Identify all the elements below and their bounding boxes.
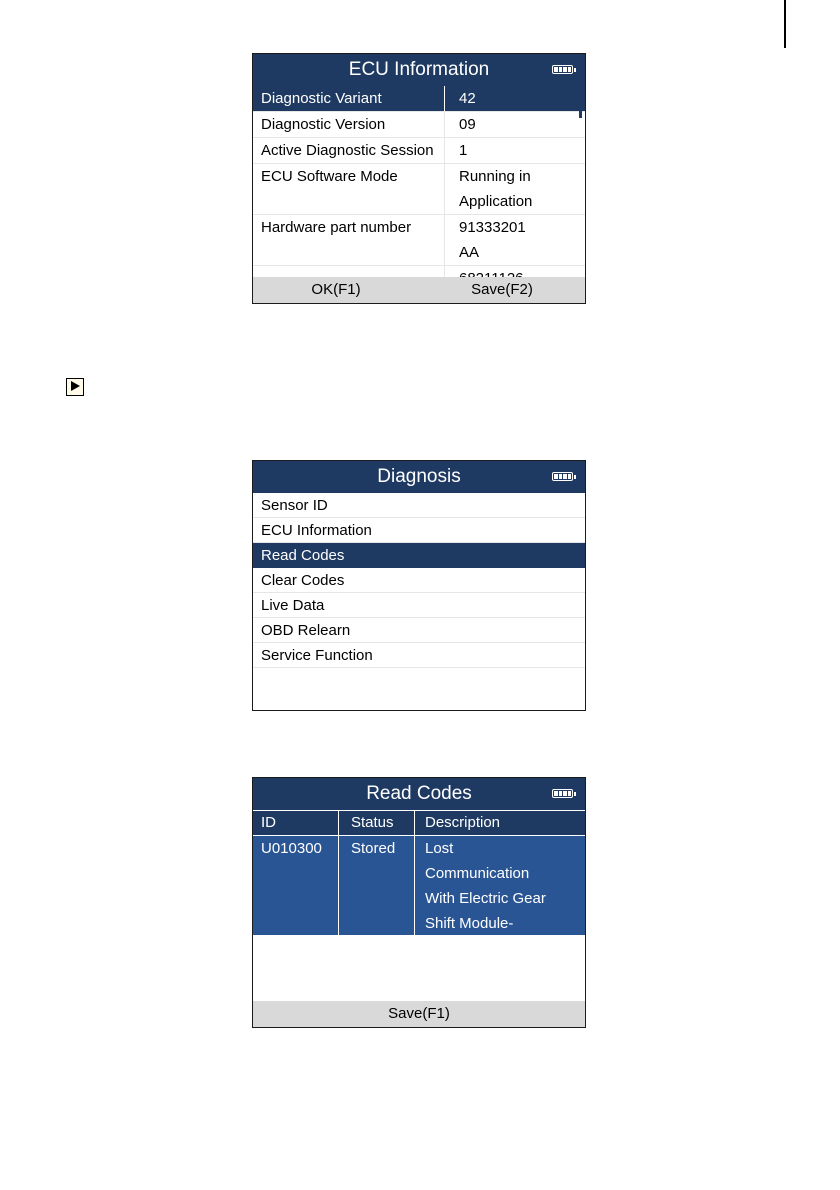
menu-item-read-codes[interactable]: Read Codes — [253, 543, 585, 568]
ecu-label: ECU Software Mode — [253, 164, 445, 189]
code-description — [415, 836, 585, 935]
menu-item-clear-codes[interactable]: Clear Codes — [253, 568, 585, 593]
column-header-status: Status — [339, 811, 415, 835]
save-button[interactable]: Save(F1) — [388, 1005, 450, 1022]
diagnosis-screen — [252, 460, 586, 711]
ecu-value: 09 — [459, 116, 476, 133]
ecu-value: Application — [459, 193, 533, 210]
code-id: U010300 — [253, 836, 339, 935]
ecu-label — [253, 240, 445, 265]
ecu-value: Running in — [459, 168, 531, 185]
menu-item-sensor-id[interactable]: Sensor ID — [253, 493, 585, 518]
page-corner-mark — [784, 0, 786, 48]
description-line: Shift Module- — [425, 915, 514, 932]
ecu-value: 42 — [459, 90, 476, 107]
read-codes-screen — [252, 777, 586, 1028]
screen-title: ECU Information — [348, 59, 490, 80]
ecu-row[interactable] — [253, 138, 585, 164]
play-icon — [66, 378, 84, 396]
battery-icon — [552, 789, 573, 798]
ecu-row[interactable] — [253, 112, 585, 138]
screen-title-bar — [253, 461, 585, 493]
ecu-value: 1 — [459, 142, 468, 159]
ecu-row[interactable] — [253, 86, 585, 112]
menu-item-ecu-information[interactable]: ECU Information — [253, 518, 585, 543]
column-header-id: ID — [253, 811, 339, 835]
battery-icon — [552, 472, 573, 481]
ecu-row[interactable] — [253, 189, 585, 215]
ecu-info-table[interactable] — [253, 86, 585, 273]
screen-title-bar — [253, 54, 585, 86]
ecu-row[interactable] — [253, 164, 585, 189]
ecu-label: Hardware part number — [253, 215, 445, 240]
menu-item-live-data[interactable]: Live Data — [253, 593, 585, 618]
ecu-row[interactable] — [253, 215, 585, 240]
ecu-value: AA — [459, 244, 480, 261]
description-line: With Electric Gear — [425, 890, 546, 907]
menu-item-obd-relearn[interactable]: OBD Relearn — [253, 618, 585, 643]
screen-title: Diagnosis — [377, 466, 461, 487]
codes-table-header — [253, 810, 585, 836]
code-status: Stored — [339, 836, 415, 935]
ecu-label — [253, 189, 445, 214]
ecu-value: 91333201 — [459, 219, 526, 236]
column-header-description: Description — [425, 814, 501, 831]
save-button[interactable]: Save(F2) — [471, 281, 533, 298]
code-row[interactable] — [253, 836, 585, 935]
description-line: Lost — [425, 840, 454, 857]
scrollbar-thumb[interactable] — [579, 88, 582, 118]
battery-icon — [552, 65, 573, 74]
description-line: Communication — [425, 865, 530, 882]
softkey-bar — [253, 277, 585, 303]
screen-title-bar — [253, 778, 585, 810]
softkey-bar — [253, 1001, 585, 1027]
ecu-label: Diagnostic Version — [253, 112, 445, 137]
ecu-information-screen — [252, 53, 586, 304]
ecu-row[interactable] — [253, 240, 585, 266]
ecu-label: Diagnostic Variant — [253, 86, 445, 111]
screen-title: Read Codes — [366, 783, 472, 804]
ok-button[interactable]: OK(F1) — [311, 281, 361, 298]
menu-item-service-function[interactable]: Service Function — [253, 643, 585, 668]
ecu-label: Active Diagnostic Session — [253, 138, 445, 163]
